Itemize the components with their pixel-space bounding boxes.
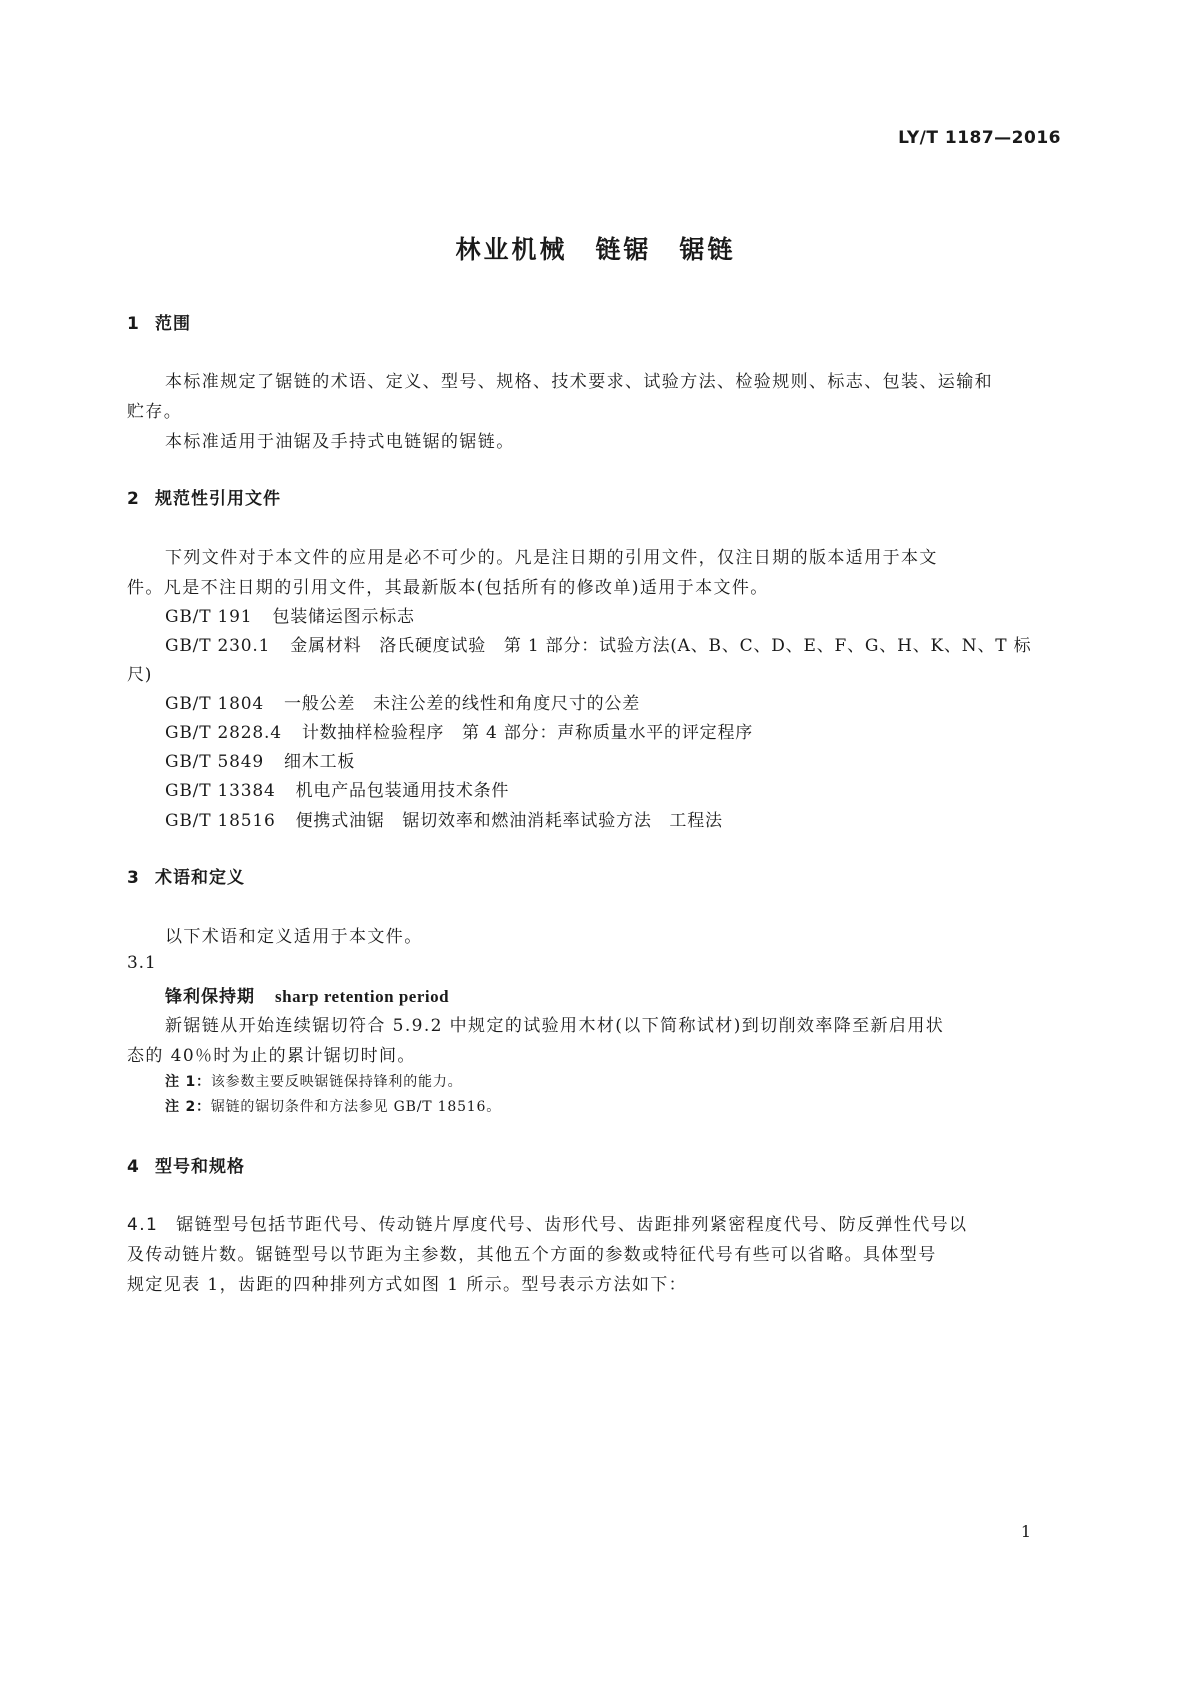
note-label: 注 2： [165, 1099, 211, 1115]
section-number: 2 [127, 489, 140, 509]
reference-title: 一般公差 未注公差的线性和角度尺寸的公差 [284, 694, 641, 714]
reference-item [165, 631, 1031, 656]
reference-item [165, 602, 415, 627]
paragraph-line: 以下术语和定义适用于本文件。 [165, 927, 423, 947]
term-number: 3.1 [127, 953, 157, 973]
section-title: 型号和规格 [155, 1157, 245, 1177]
reference-code: GB/T 18516 [165, 811, 276, 831]
section-4-heading [127, 1152, 245, 1177]
term-entry [165, 982, 449, 1007]
paragraph-line: 下列文件对于本文件的应用是必不可少的。凡是注日期的引用文件，仅注日期的版本适用于本文 [165, 548, 938, 568]
document-title: 林业机械 链锯 锯链 [455, 235, 736, 264]
reference-title-continued: 尺) [127, 665, 153, 685]
term-english: sharp retention period [275, 987, 450, 1006]
section-number: 1 [127, 314, 140, 334]
page-number: 1 [1020, 1522, 1031, 1541]
reference-title: 机电产品包装通用技术条件 [295, 781, 510, 801]
reference-code: GB/T 2828.4 [165, 723, 282, 743]
paragraph-line: 贮存。 [127, 402, 183, 422]
clause-number: 4.1 [127, 1215, 159, 1235]
section-number: 3 [127, 868, 140, 888]
reference-code: GB/T 191 [165, 607, 253, 627]
note-label: 注 1： [165, 1074, 211, 1090]
reference-code: GB/T 1804 [165, 694, 265, 714]
reference-title: 计数抽样检验程序 第 4 部分：声称质量水平的评定程序 [301, 723, 754, 743]
section-number: 4 [127, 1157, 140, 1177]
reference-code: GB/T 13384 [165, 781, 276, 801]
note-1 [165, 1071, 462, 1091]
paragraph-text: 锯链型号包括节距代号、传动链片厚度代号、齿形代号、齿距排列紧密程度代号、防反弹性代号以 [176, 1215, 968, 1235]
paragraph-line: 及传动链片数。锯链型号以节距为主参数，其他五个方面的参数或特征代号有些可以省略。具体型号 [127, 1245, 937, 1265]
reference-title: 便携式油锯 锯切效率和燃油消耗率试验方法 工程法 [295, 811, 723, 831]
note-text: 该参数主要反映锯链保持锋利的能力。 [210, 1074, 463, 1090]
term-chinese: 锋利保持期 [165, 987, 255, 1007]
reference-item [165, 747, 355, 772]
section-3-heading [127, 863, 245, 888]
section-title: 范围 [155, 314, 191, 334]
paragraph-line: 本标准适用于油锯及手持式电链锯的锯链。 [165, 432, 515, 452]
reference-code: GB/T 5849 [165, 752, 265, 772]
reference-item [165, 718, 753, 743]
reference-title: 细木工板 [284, 752, 356, 772]
reference-title: 金属材料 洛氏硬度试验 第 1 部分：试验方法(A、B、C、D、E、F、G、H、K、N、T 标 [290, 636, 1032, 656]
note-2 [165, 1096, 501, 1116]
paragraph-line [127, 1210, 967, 1235]
section-title: 术语和定义 [155, 868, 245, 888]
paragraph-line: 规定见表 1，齿距的四种排列方式如图 1 所示。型号表示方法如下： [127, 1275, 688, 1295]
standard-code: LY/T 1187—2016 [898, 128, 1061, 148]
definition-line: 态的 40％时为止的累计锯切时间。 [127, 1046, 416, 1066]
paragraph-line: 件。凡是不注日期的引用文件，其最新版本(包括所有的修改单)适用于本文件。 [127, 578, 769, 598]
reference-item [165, 776, 509, 801]
section-1-heading [127, 309, 191, 334]
section-title: 规范性引用文件 [155, 489, 281, 509]
note-text: 锯链的锯切条件和方法参见 GB/T 18516。 [210, 1099, 501, 1115]
section-2-heading [127, 484, 281, 509]
paragraph-line: 本标准规定了锯链的术语、定义、型号、规格、技术要求、试验方法、检验规则、标志、包装、运输和 [165, 372, 993, 392]
reference-item [165, 689, 640, 714]
reference-code: GB/T 230.1 [165, 636, 271, 656]
definition-line: 新锯链从开始连续锯切符合 5.9.2 中规定的试验用木材(以下简称试材)到切削效率降至新启用状 [165, 1016, 945, 1036]
reference-title: 包装储运图示标志 [272, 607, 415, 627]
reference-item [165, 806, 723, 831]
